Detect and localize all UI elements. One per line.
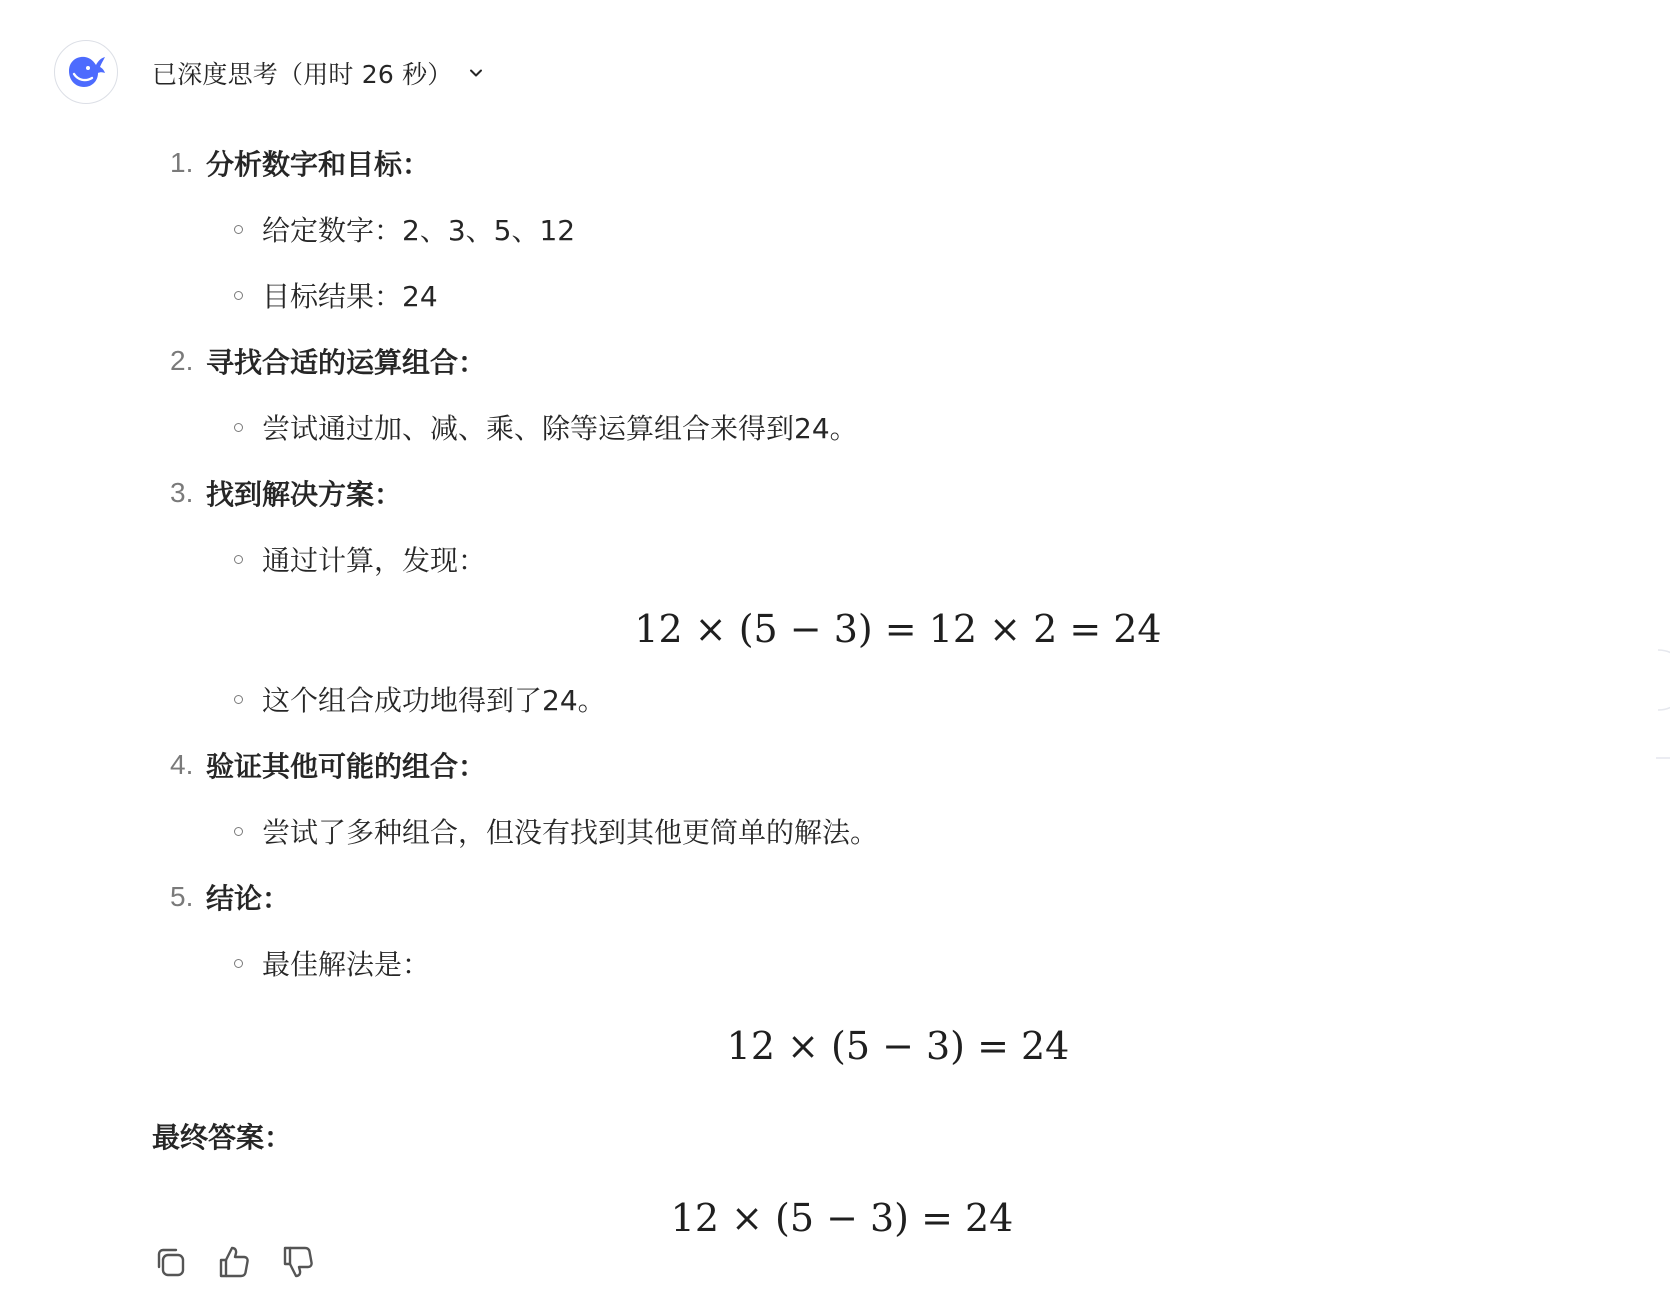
step-title: 验证其他可能的组合： bbox=[206, 750, 487, 783]
thinking-duration-label: 已深度思考（用时 26 秒） bbox=[152, 60, 453, 89]
list-item-text: 这个组合成功地得到了24。 bbox=[262, 684, 606, 717]
math-equation: 12 × (5 − 3) = 12 × 2 = 24 bbox=[634, 607, 1162, 651]
thumbs-up-icon bbox=[215, 1243, 253, 1281]
step-number: 1. bbox=[170, 147, 194, 178]
step-heading bbox=[152, 328, 1532, 394]
like-button[interactable] bbox=[214, 1242, 254, 1282]
final-answer-equation: 12 × (5 − 3) = 24 bbox=[670, 1196, 1014, 1240]
step-heading bbox=[152, 460, 1532, 526]
list-item-text: 尝试了多种组合，但没有找到其他更简单的解法。 bbox=[262, 816, 879, 849]
bullet-circle-icon bbox=[234, 423, 243, 432]
bullet-circle-icon bbox=[234, 291, 243, 300]
copy-icon bbox=[151, 1243, 189, 1281]
list-item-text: 给定数字：2、3、5、12 bbox=[262, 214, 576, 247]
step-item bbox=[152, 732, 1532, 864]
step-heading bbox=[152, 732, 1532, 798]
thumbs-down-icon bbox=[279, 1243, 317, 1281]
bullet-circle-icon bbox=[234, 555, 243, 564]
chevron-down-icon bbox=[465, 62, 487, 84]
list-item bbox=[152, 526, 1532, 592]
list-item-text: 目标结果：24 bbox=[262, 280, 438, 313]
list-item bbox=[152, 262, 1532, 328]
thinking-toggle-button[interactable] bbox=[152, 56, 487, 90]
step-title: 分析数字和目标： bbox=[206, 148, 431, 181]
list-item bbox=[152, 930, 1532, 996]
step-heading bbox=[152, 130, 1532, 196]
step-number: 4. bbox=[170, 749, 194, 780]
step-title: 结论： bbox=[206, 882, 291, 915]
step-item bbox=[152, 130, 1532, 328]
step-heading bbox=[152, 864, 1532, 930]
list-item bbox=[152, 196, 1532, 262]
bullet-circle-icon bbox=[234, 827, 243, 836]
list-item bbox=[152, 394, 1532, 460]
bullet-circle-icon bbox=[234, 959, 243, 968]
list-item-text: 通过计算，发现： bbox=[262, 544, 487, 577]
bullet-circle-icon bbox=[234, 695, 243, 704]
bullet-circle-icon bbox=[234, 225, 243, 234]
step-number: 3. bbox=[170, 477, 194, 508]
whale-logo-icon bbox=[63, 49, 109, 95]
list-item bbox=[152, 666, 1532, 732]
step-item bbox=[152, 864, 1532, 1096]
step-number: 5. bbox=[170, 881, 194, 912]
final-answer-title: 最终答案： bbox=[152, 1121, 293, 1154]
scroll-edge-marker-icon bbox=[1644, 648, 1670, 768]
step-title: 找到解决方案： bbox=[206, 478, 403, 511]
message-actions bbox=[150, 1242, 318, 1282]
answer-content bbox=[152, 130, 1532, 1260]
step-item bbox=[152, 460, 1532, 732]
deepseek-avatar bbox=[54, 40, 118, 104]
math-equation: 12 × (5 − 3) = 24 bbox=[726, 1024, 1070, 1068]
step-title: 寻找合适的运算组合： bbox=[206, 346, 487, 379]
list-item bbox=[152, 798, 1532, 864]
dislike-button[interactable] bbox=[278, 1242, 318, 1282]
step-item bbox=[152, 328, 1532, 460]
step-number: 2. bbox=[170, 345, 194, 376]
list-item-text: 尝试通过加、减、乘、除等运算组合来得到24。 bbox=[262, 412, 858, 445]
list-item-text: 最佳解法是： bbox=[262, 948, 431, 981]
copy-button[interactable] bbox=[150, 1242, 190, 1282]
final-answer-heading bbox=[152, 1096, 1532, 1176]
